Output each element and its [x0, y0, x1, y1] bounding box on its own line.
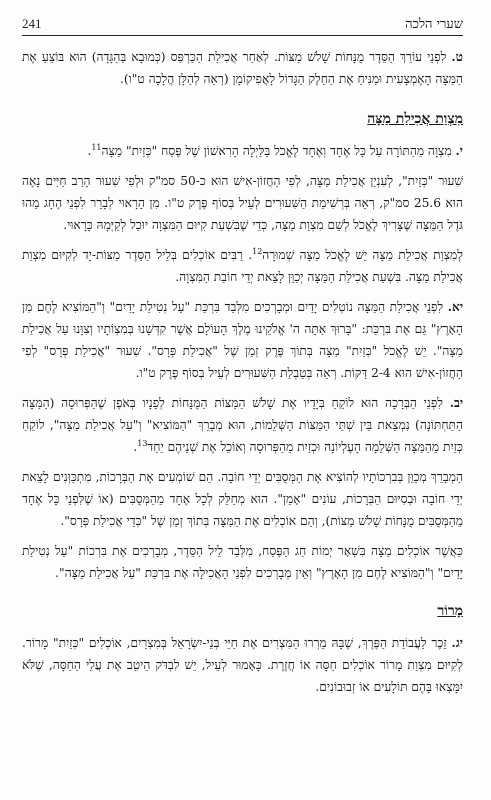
header-rule [22, 35, 463, 36]
paragraph-label: יא. [447, 300, 464, 314]
paragraph-label: יג. [451, 636, 463, 650]
page-header [22, 10, 463, 32]
paragraph-yud-alef [22, 296, 463, 384]
paragraph-tet [22, 46, 463, 90]
paragraph-text: זֵכֶר לַעֲבוֹדַת הַפֶּרֶךְ, שֶׁבָּהּ מֵרְרוּ הַמִּצְרִים אֶת חַיֵּי בְּנֵי-יִשְׂרָאֵל בְּמִצְרַיִם, אוֹכְלִים "כְּזַיִת" מָרוֹר. לְקִיּוּם מִצְוַת מָרוֹר אוֹכְלִים חַסָּה אוֹ חֲזֶרֶת. כָּאָמוּר לְעֵיל, יֵשׁ לִבְדֹּק הֵיטֵב אֶת עֲלֵי הַחַסָּה, שֶׁלֹּא יִמָּצְאוּ בָּהֶם תּוֹלָעִים אוֹ זְבוּבוֹנִים. [22, 636, 463, 694]
page-content [22, 46, 463, 698]
paragraph-label: יב. [449, 396, 464, 410]
footnote-marker: 11 [91, 142, 102, 152]
paragraph-text: מִצְוָה מֵהַתּוֹרָה עַל כָּל אֶחָד וְאֶחָד לֶאֱכֹל בַּלַּיְלָה הָרִאשׁוֹן שֶׁל פֶּסַח "כְּזַיִת" מַצָּה [101, 144, 452, 158]
paragraph-text: לִפְנֵי הַבְּרָכָה הוּא לוֹקֵחַ בְּיָדָיו אֶת שָׁלֹשׁ הַמַּצּוֹת הַמֻּנָּחוֹת לְפָנָיו בְּאֹפֶן שֶׁהַפְּרוּסָה (הַמַּצָּה הַתַּחְתּוֹנָה) נִמְצֵאת בֵּין שְׁתֵּי הַמַּצּוֹת הַשְּׁלֵמוֹת, הוּא מְבָרֵךְ "הַמּוֹצִיא" וְ"עַל אֲכִילַת מַצָּה", לוֹקֵחַ כְּזַיִת מֵהַמַּצָּה הַשְּׁלֵמָה הָעֶלְיוֹנָה וּכְזַיִת מֵהַפְּרוּסָה וְאוֹכֵל אֶת שְׁנֵיהֶם יַחַד [22, 396, 463, 454]
footnote-marker: 13 [137, 438, 148, 448]
paragraph-label: ט. [451, 50, 464, 64]
paragraph-text: לְמִצְוַת אֲכִילַת מַצָּה יֵשׁ לֶאֱכֹל מַצָּה שְׁמוּרָה [262, 248, 463, 262]
paragraph-mevarech [22, 466, 463, 532]
paragraph-text-after: . רַבִּים אוֹכְלִים בְּלֵיל הַסֵּדֶר מַצּוֹת-יָד לְקִיּוּם מִצְוַת אֲכִילַת מַצָּה. בִּשְׁעַת אֲכִילַת הַמַּצָּה יְכַוֵּן לָצֵאת יְדֵי חוֹבַת הַמִּצְוָה. [22, 248, 463, 284]
page-number: 241 [22, 16, 42, 31]
paragraph-label: י. [455, 144, 463, 158]
paragraph-text: לִפְנֵי אֲכִילַת הַמַּצָּה נוֹטְלִים יָדַיִם וּמְבָרְכִים מִלְּבַד בִּרְכַּת "עַל נְטִילַת יָדַיִם" וְ"הַמּוֹצִיא לֶחֶם מִן הָאָרֶץ" גַּם אֶת בִּרְכַּת: "בָּרוּךְ אַתָּה ה' אֱלֹקֵינוּ מֶלֶךְ הָעוֹלָם אֲשֶׁר קִדְּשָׁנוּ בְּמִצְוֹתָיו וְצִוָּנוּ עַל אֲכִילַת מַצָּה". יֵשׁ לֶאֱכֹל "כְּזַיִת" מַצָּה בְּתוֹךְ פֶּרֶק זְמַן שֶׁל "אֲכִילַת פְּרָס". שִׁעוּר "אֲכִילַת פְּרָס" לְפִי הַחֲזוֹן-אִישׁ הוּא 2-4 דַּקּוֹת. רְאֵה בְּטַבְלַת הַשִּׁעוּרִים לְעֵיל בְּסוֹף פֶּרֶק ט"ו. [22, 300, 463, 380]
section-heading-matzah: מִצְוַת אֲכִילַת מַצָּה [367, 111, 463, 127]
paragraph-yud: י. מִצְוָה מֵהַתּוֹרָה עַל כָּל אֶחָד וְאֶחָד לֶאֱכֹל בַּלַּיְלָה הָרִאשׁוֹן שֶׁל פֶּסַח "כְּזַיִת" מַצָּה$^{11}$. [87, 142, 463, 158]
paragraph-yud-bet: יב. לִפְנֵי הַבְּרָכָה הוּא לוֹקֵחַ בְּיָדָיו אֶת שָׁלֹשׁ הַמַּצּוֹת הַמֻּנָּחוֹת לְפָנָיו בְּאֹפֶן שֶׁהַפְּרוּסָה (הַמַּצָּה הַתַּחְתּוֹנָה) נִמְצֵאת בֵּין שְׁתֵּי הַמַּצּוֹת הַשְּׁלֵמוֹת, הוּא מְבָרֵךְ "הַמּוֹצִיא" וְ"עַל אֲכִילַת מַצָּה", לוֹקֵחַ כְּזַיִת מֵהַמַּצָּה הַשְּׁלֵמָה הָעֶלְיוֹנָה וּכְזַיִת מֵהַפְּרוּסָה וְאוֹכֵל אֶת שְׁנֵיהֶם יַחַד$^{13}$. [22, 396, 464, 454]
running-title: שערי הלכה [405, 17, 463, 32]
paragraph-text: לִפְנֵי עוֹרֵךְ הַסֵּדֶר מֻנָּחוֹת שָׁלֹשׁ מַצּוֹת. לְאַחַר אֲכִילַת הַכַּרְפַּס (כְּמוּבָא בַּהַגָּדָה) הוּא בּוֹצֵעַ אֶת הַמַּצָּה הָאֶמְצָעִית וּמַנִּיחַ אֶת הַחֵלֶק הַגָּדוֹל לָאֲפִיקוֹמָן (רְאֵה לְהַלָּן הֲלָכָה ט"ו). [22, 50, 463, 86]
section-heading-maror: מָרוֹר [437, 603, 463, 619]
paragraph-other-days [22, 540, 463, 584]
paragraph-text: שִׁעוּר "כְּזַיִת", לְעִנְיַן אֲכִילַת מַצָּה, לְפִי הַחֲזוֹן-אִישׁ הוּא כ-50 סמ"ק וּלְפִי שִׁעוּר הָרַב חַיִּים נָאֶה הוּא 25.6 סמ"ק, רְאֵה בְּרְשִׁימַת הַשִּׁעוּרִים לְעֵיל בְּסוֹף פֶּרֶק ט"ו. מִן הָרָאוּי לְבָרֵר לִפְנֵי הֶחָג מַהוּ גֹּדֶל הַמַּצָּה שֶׁצָּרִיךְ לֶאֱכֹל לְשֵׁם מִצְוַת מַצָּה, כְּדֵי שֶׁבִּשְׁעַת קִיּוּם הַמִּצְוָה יוּכַל לְקַיְּמָהּ כָּרָאוּי. [22, 174, 463, 232]
paragraph-shmura [22, 244, 463, 288]
paragraph-yud-gimel [22, 632, 463, 698]
paragraph-kezayit-measure [22, 170, 463, 236]
paragraph-text: הַמְבָרֵךְ מְכַוֵּן בְּבִרְכוֹתָיו לְהוֹצִיא אֶת הַמְּסֻבִּים יְדֵי חוֹבָה. הֵם שׁוֹמְעִים אֶת הַבְּרָכוֹת, מִתְכַּוְּנִים לָצֵאת יְדֵי חוֹבָה וּבְסִיּוּם הַבְּרָכוֹת, עוֹנִים "אָמֵן". הוּא מְחַלֵּק לְכָל אֶחָד מֵהַמְּסֻבִּים (אוֹ שֶׁלִּפְנֵי כָּל אֶחָד מֵהַמְּסֻבִּים מֻנָּחוֹת שָׁלֹשׁ מַצּוֹת), וְהֵם אוֹכְלִים אֶת הַמַּצָּה בְּתוֹךְ זְמַן שֶׁל "כְּדֵי אֲכִילַת פְּרָס". [22, 470, 463, 528]
footnote-marker: 12 [252, 246, 263, 256]
paragraph-text: כַּאֲשֶׁר אוֹכְלִים מַצָּה בִּשְׁאָר יְמוֹת חַג הַפֶּסַח, מִלְּבַד לֵיל הַסֵּדֶר, מְבָרְכִים אֶת בִּרְכוֹת "עַל נְטִילַת יָדַיִם" וְ"הַמּוֹצִיא לֶחֶם מִן הָאָרֶץ" וְאֵין מְבָרְכִים לִפְנֵי הָאֲכִילָה אֶת בִּרְכַּת "עַל אֲכִילַת מַצָּה". [22, 544, 463, 580]
